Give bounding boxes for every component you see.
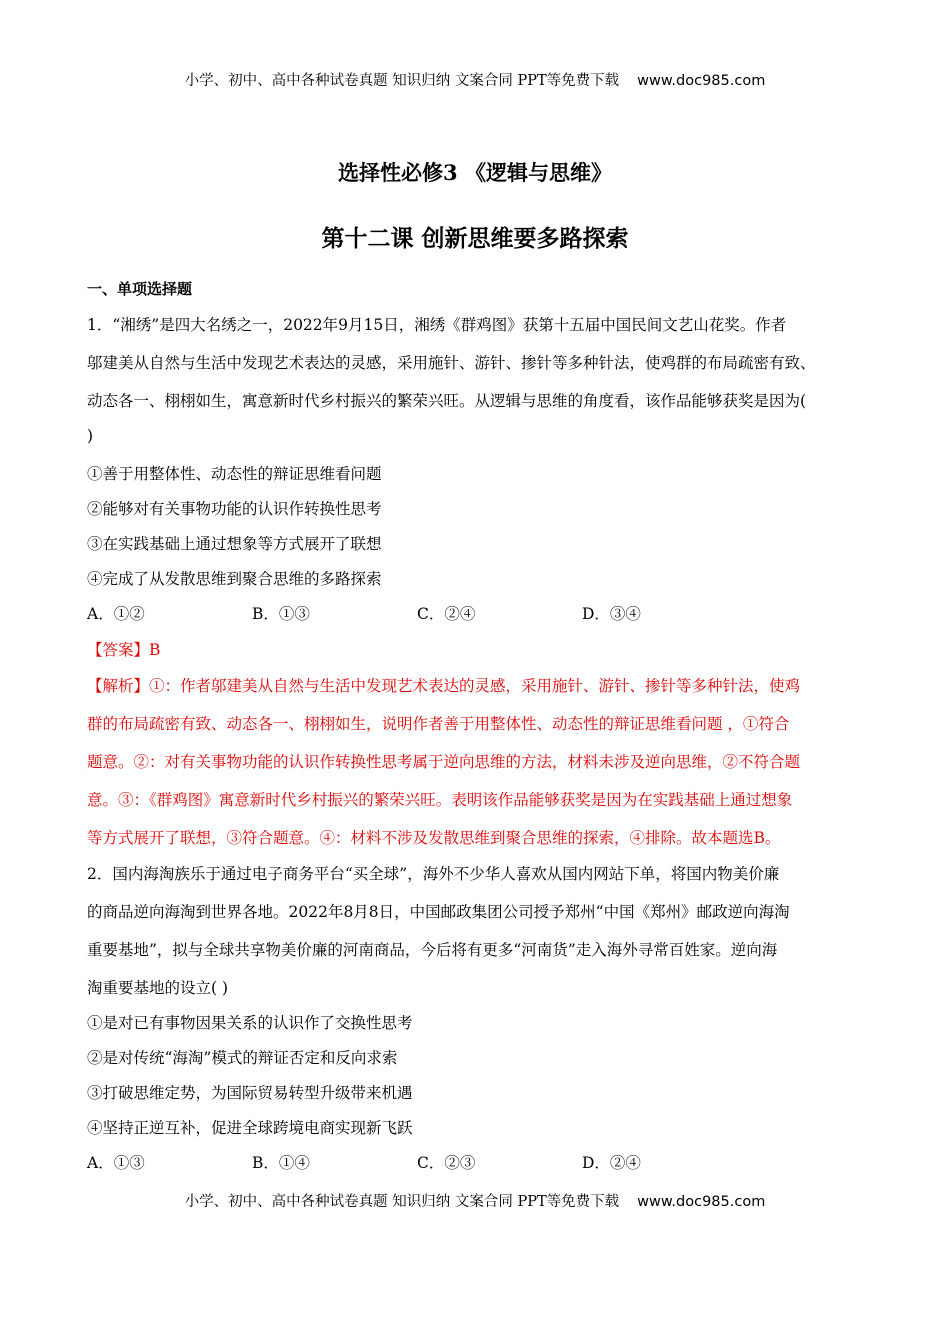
- q1-item: ①善于用整体性、动态性的辩证思维看问题: [87, 465, 382, 483]
- q2-option-c: C．②③: [417, 1154, 476, 1172]
- q1-options: [87, 602, 641, 624]
- q1-answer: [87, 638, 160, 660]
- q2-item: ④坚持正逆互补，促进全球跨境电商实现新飞跃: [87, 1119, 413, 1137]
- q1-stem-line: 动态各一、栩栩如生，寓意新时代乡村振兴的繁荣兴旺。从逻辑与思维的角度看，该作品能够获奖是因为(: [87, 392, 807, 410]
- q1-option-b: B．①③: [252, 605, 310, 623]
- q2-item: ③打破思维定势，为国际贸易转型升级带来机遇: [87, 1084, 413, 1102]
- q2-stem-line: 重要基地”，拟与全球共享物美价廉的河南商品，今后将有更多“河南货”走入海外寻常百姓家。逆向海: [87, 941, 778, 959]
- q2-item: ②是对传统“海淘”模式的辩证否定和反向求索: [87, 1049, 398, 1067]
- answer-value: B: [149, 641, 161, 659]
- q1-item: ④完成了从发散思维到聚合思维的多路探索: [87, 570, 382, 588]
- q1-analysis-line: 题意。②：对有关事物功能的认识作转换性思考属于逆向思维的方法，材料未涉及逆向思维，②不符合题: [87, 753, 801, 771]
- q1-option-c: C．②④: [417, 605, 476, 623]
- q1-stem-line: 1．“湘绣”是四大名绣之一，2022年9月15日，湘绣《群鸡图》获第十五届中国民间文艺山花奖。作者: [87, 316, 787, 334]
- lesson-title: 第十二课 创新思维要多路探索: [321, 225, 629, 252]
- q1-option-d: D．③④: [582, 605, 641, 623]
- page-header: [0, 69, 950, 90]
- q1-analysis-line: 等方式展开了联想，③符合题意。④：材料不涉及发散思维到聚合思维的探索，④排除。故本题选B。: [87, 829, 781, 847]
- q1-option-a: A．①②: [87, 605, 145, 623]
- q2-stem-line: 淘重要基地的设立( ): [87, 979, 229, 997]
- footer-text: 小学、初中、高中各种试卷真题 知识归纳 文案合同 PPT等免费下载: [184, 1194, 620, 1210]
- q1-item: ③在实践基础上通过想象等方式展开了联想: [87, 535, 382, 553]
- q2-stem-line: 的商品逆向海淘到世界各地。2022年8月8日，中国邮政集团公司授予郑州“中国《郑州》邮政逆向海淘: [87, 903, 790, 921]
- q2-option-a: A．①③: [87, 1154, 145, 1172]
- page-footer: [0, 1190, 950, 1211]
- section-heading: 一、单项选择题: [87, 280, 193, 298]
- q2-option-b: B．①④: [252, 1154, 310, 1172]
- q1-analysis-line: 意。③：《群鸡图》寓意新时代乡村振兴的繁荣兴旺。表明该作品能够获奖是因为在实践基础上通过想象: [87, 791, 793, 809]
- document-title: 选择性必修3 《逻辑与思维》: [338, 160, 612, 185]
- q1-stem-line: ): [87, 427, 94, 445]
- analysis-text: ①：作者邬建美从自然与生活中发现艺术表达的灵感，采用施针、游针、掺针等多种针法，使鸡: [149, 677, 801, 695]
- q2-option-d: D．②④: [582, 1154, 641, 1172]
- q2-stem-line: 2．国内海淘族乐于通过电子商务平台“买全球”，海外不少华人喜欢从国内网站下单，将国内物美价廉: [87, 865, 780, 883]
- footer-url[interactable]: www.doc985.com: [637, 1194, 766, 1210]
- header-text: 小学、初中、高中各种试卷真题 知识归纳 文案合同 PPT等免费下载: [184, 73, 620, 89]
- q1-analysis-line: [87, 674, 800, 696]
- q1-item: ②能够对有关事物功能的认识作转换性思考: [87, 500, 382, 518]
- answer-tag: 【答案】: [87, 641, 150, 659]
- header-url[interactable]: www.doc985.com: [637, 73, 766, 89]
- q2-options: [87, 1151, 641, 1173]
- analysis-tag: 【解析】: [87, 677, 150, 695]
- q1-stem-line: 邬建美从自然与生活中发现艺术表达的灵感，采用施针、游针、掺针等多种针法，使鸡群的布局疏密有致、: [87, 354, 816, 372]
- q1-analysis-line: 群的布局疏密有致、动态各一、栩栩如生，说明作者善于用整体性、动态性的辩证思维看问题 ，①符合: [87, 715, 790, 733]
- q2-item: ①是对已有事物因果关系的认识作了交换性思考: [87, 1014, 413, 1032]
